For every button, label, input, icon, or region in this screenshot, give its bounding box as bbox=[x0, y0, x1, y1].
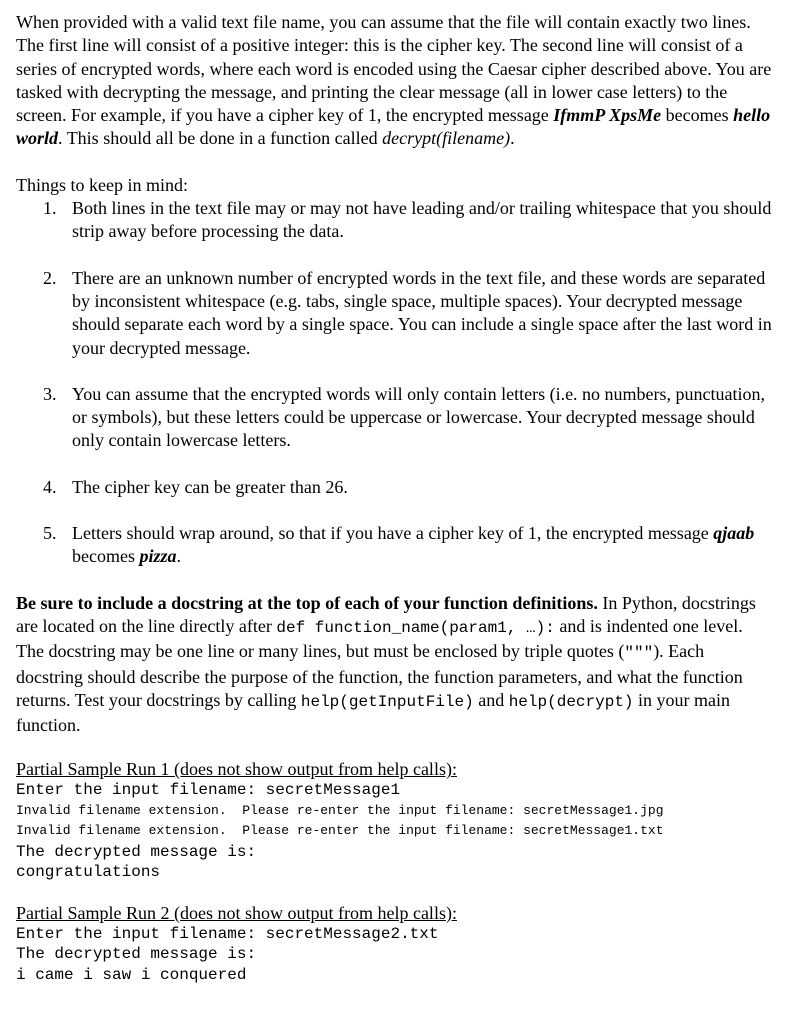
intro-text-2: becomes bbox=[661, 105, 734, 126]
wrap-encrypted-example: qjaab bbox=[713, 523, 755, 544]
list-number: 4. bbox=[43, 476, 57, 497]
docstring-text-5: in your main function. bbox=[16, 689, 731, 736]
list-text: There are an unknown number of encrypted words in the text file, and these words are separated by inconsistent whitespace (e.g. tabs, single space, multiple spaces). Your decrypted message should separate each word by a single space. You can include a single space after the last word in your decrypted message. bbox=[72, 267, 772, 358]
code-def: def function_name(param1, …): bbox=[276, 618, 555, 637]
sample-run-2-title: Partial Sample Run 2 (does not show output from help calls): bbox=[16, 902, 457, 923]
list-number: 1. bbox=[43, 198, 57, 219]
list-item bbox=[16, 267, 773, 360]
wrap-decrypted-example: pizza bbox=[139, 546, 177, 567]
docstring-text-2: and is indented one level. The docstring may be one line or many lines, but must be enclosed by triple quotes ( bbox=[16, 615, 743, 662]
list-number: 3. bbox=[43, 383, 57, 404]
list-text: You can assume that the encrypted words will only contain letters (i.e. no numbers, punctuation, or symbols), but these letters could be uppercase or lowercase. Your decrypted message should only contain lowercase letters. bbox=[72, 383, 766, 451]
sample-run-1 bbox=[16, 758, 773, 883]
decrypted-example: hello world bbox=[16, 105, 771, 149]
docstring-text-4: and bbox=[473, 689, 509, 710]
intro-text-1: When provided with a valid text file name, you can assume that the file will contain exactly two lines. The first line will consist of a positive integer: this is the cipher key. The second line will consist of a series of encrypted words, where each word is encoded using the Caesar cipher described above. You are tasked with decrypting the message, and printing the clear message (all in lower case letters) to the screen. For example, if you have a cipher key of 1, the encrypted message bbox=[16, 12, 772, 126]
list-item bbox=[16, 197, 773, 244]
intro-text-3: . This should all be done in a function called bbox=[58, 128, 383, 149]
list-text-c: . bbox=[176, 546, 181, 567]
list-text-a: Letters should wrap around, so that if you have a cipher key of 1, the encrypted message bbox=[72, 523, 714, 544]
things-list bbox=[16, 197, 773, 569]
console-line: congratulations bbox=[16, 863, 161, 882]
sample-run-2 bbox=[16, 902, 773, 986]
code-triple-quotes: """ bbox=[624, 644, 654, 663]
function-name: decrypt(filename) bbox=[382, 128, 511, 149]
encrypted-example: IfmmP XpsMe bbox=[553, 105, 662, 126]
code-help-getinputfile: help(getInputFile) bbox=[300, 692, 474, 711]
console-line: The decrypted message is: bbox=[16, 842, 257, 861]
docstring-text-3: ). Each docstring should describe the purpose of the function, the function parameters, and what the function returns. Test your docstrings by calling bbox=[16, 641, 743, 710]
console-line: i came i saw i conquered bbox=[16, 965, 247, 984]
console-line: Invalid filename extension. Please re-enter the input filename: secretMessage1.txt bbox=[16, 823, 664, 839]
docstring-text-1: In Python, docstrings are located on the line directly after bbox=[16, 592, 756, 636]
list-text-b: becomes bbox=[72, 546, 140, 567]
list-item bbox=[16, 476, 773, 499]
intro-paragraph bbox=[16, 11, 773, 151]
code-help-decrypt: help(decrypt) bbox=[508, 692, 634, 711]
list-number: 2. bbox=[43, 267, 57, 288]
list-item bbox=[16, 522, 773, 569]
console-line: The decrypted message is: bbox=[16, 945, 257, 964]
list-text: The cipher key can be greater than 26. bbox=[72, 476, 348, 497]
docstring-paragraph bbox=[16, 592, 773, 738]
console-line: Enter the input filename: secretMessage2.txt bbox=[16, 924, 439, 943]
console-line: Invalid filename extension. Please re-enter the input filename: secretMessage1.jpg bbox=[16, 802, 664, 818]
sample-run-1-title: Partial Sample Run 1 (does not show output from help calls): bbox=[16, 759, 457, 780]
docstring-bold: Be sure to include a docstring at the top of each of your function definitions. bbox=[16, 592, 598, 613]
things-title: Things to keep in mind: bbox=[16, 174, 188, 195]
intro-text-4: . bbox=[510, 128, 515, 149]
list-number: 5. bbox=[43, 523, 57, 544]
list-item bbox=[16, 383, 773, 453]
console-line: Enter the input filename: secretMessage1 bbox=[16, 781, 401, 800]
list-text: Both lines in the text file may or may not have leading and/or trailing whitespace that you should strip away before processing the data. bbox=[72, 198, 772, 242]
